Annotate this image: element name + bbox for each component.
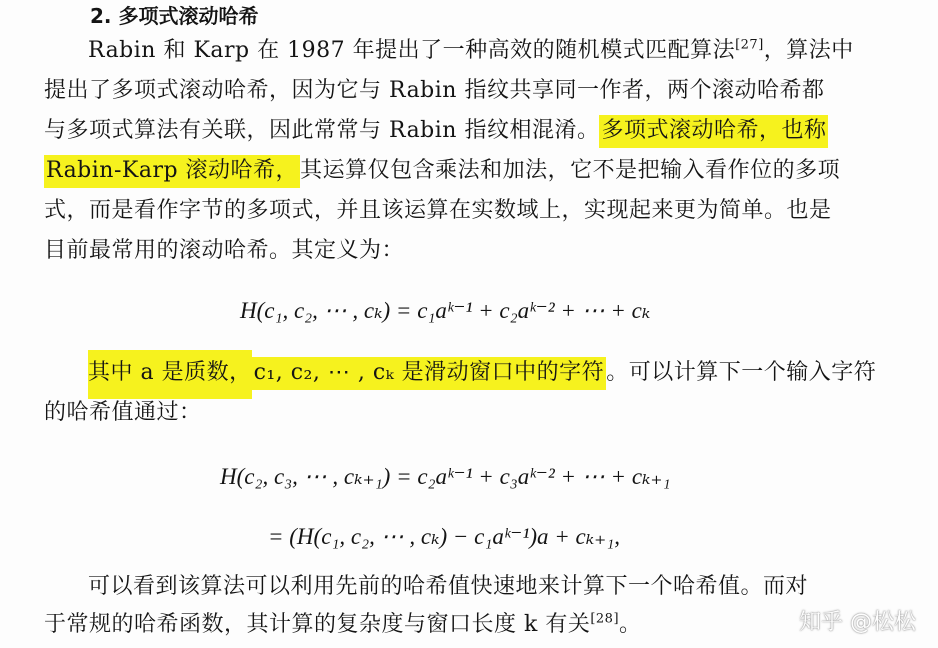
text-span: 与多项式算法有关联，因此常常与 Rabin 指纹相混淆。 <box>44 118 600 143</box>
text-span: Rabin 和 Karp 在 1987 年提出了一种高效的随机模式匹配算法 <box>88 38 736 63</box>
text-span: 。 <box>619 612 642 637</box>
paragraph3-line2 <box>44 610 642 640</box>
formula-definition: H(c₁, c₂, ⋯ , cₖ) = c₁aᵏ⁻¹ + c₂aᵏ⁻² + ⋯ + cₖ <box>240 298 651 323</box>
formula-next-hash: H(c₂, c₃, ⋯ , cₖ₊₁) = c₂aᵏ⁻¹ + c₃aᵏ⁻² + ⋯ + cₖ₊₁ <box>220 464 671 489</box>
text-span: 。可以计算下一个输入字符 <box>606 360 877 385</box>
paragraph2-line2: 的哈希值通过： <box>44 400 202 425</box>
paragraph1-line3 <box>44 116 828 146</box>
text-span: 于常规的哈希函数，其计算的复杂度与窗口长度 k 有关 <box>44 612 591 637</box>
highlighted-text: Rabin-Karp 滚动哈希， <box>44 155 300 188</box>
citation-ref[interactable]: [27] <box>735 37 764 53</box>
formula-recurrence: = (H(c₁, c₂, ⋯ , cₖ) − c₁aᵏ⁻¹)a + cₖ₊₁, <box>268 524 621 549</box>
paragraph1-line1 <box>88 36 854 66</box>
highlighted-text: 其中 a 是质数， <box>88 350 252 399</box>
watermark: 知乎 @松松 <box>799 610 916 635</box>
paragraph1-line2: 提出了多项式滚动哈希，因为它与 Rabin 指纹共享同一作者，两个滚动哈希都 <box>44 78 825 103</box>
highlighted-text: 多项式滚动哈希，也称 <box>599 115 828 148</box>
highlighted-text: c₁, c₂, ⋯ , cₖ 是滑动窗口中的字符 <box>252 357 607 390</box>
paragraph1-line6: 目前最常用的滚动哈希。其定义为： <box>44 238 405 263</box>
paragraph3-line1: 可以看到该算法可以利用先前的哈希值快速地来计算下一个哈希值。而对 <box>88 574 809 599</box>
paragraph2-line1 <box>88 358 876 388</box>
paragraph1-line4 <box>44 156 840 186</box>
text-span: ，算法中 <box>763 38 854 63</box>
paragraph1-line5: 式，而是看作字节的多项式，并且该运算在实数域上，实现起来更为简单。也是 <box>44 198 832 223</box>
text-span: 其运算仅包含乘法和加法，它不是把输入看作位的多项 <box>300 158 841 183</box>
citation-ref[interactable]: [28] <box>590 611 620 627</box>
section-heading: 2. 多项式滚动哈希 <box>90 4 259 28</box>
